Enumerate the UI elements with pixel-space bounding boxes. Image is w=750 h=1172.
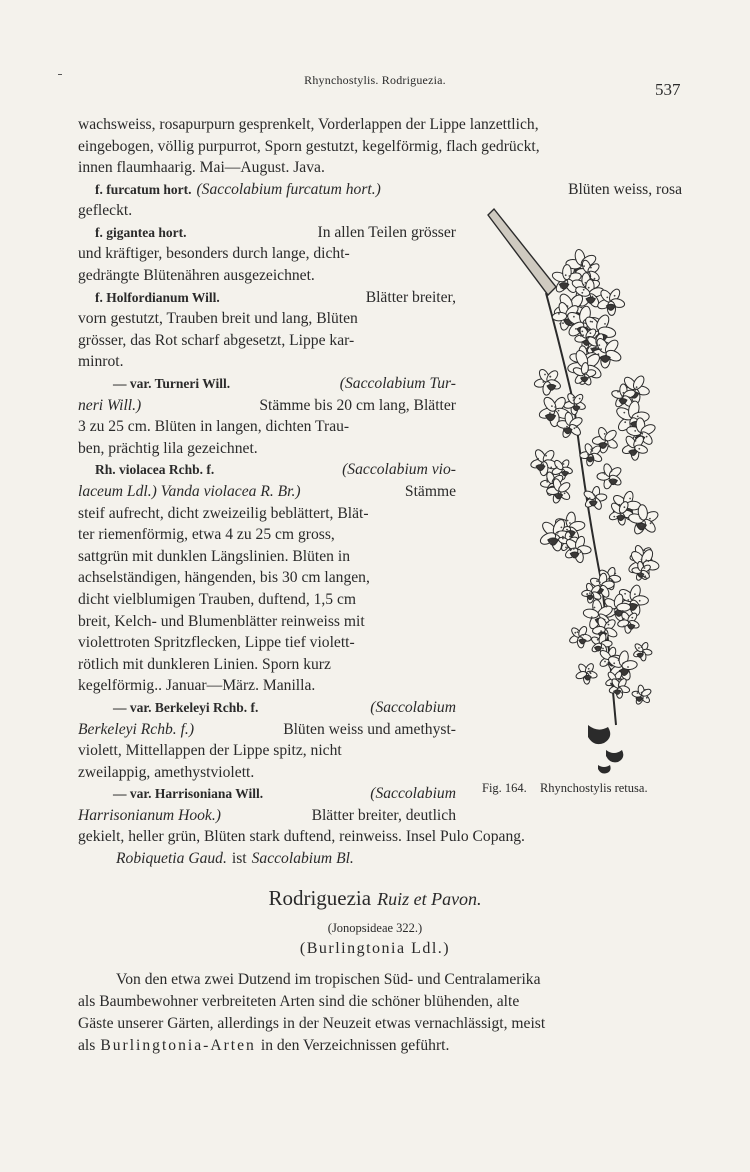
synonym-text: (Saccolabium vio- [342,461,456,478]
text-line: breit, Kelch- und Blumenblätter reinweiss mit [78,613,365,630]
text-line [78,1036,682,1056]
flower-mark [632,685,652,706]
flower-mark [575,662,598,684]
text-fragment: in den Verzeichnissen geführt. [260,1037,450,1054]
text-line: rötlich mit dunkleren Linien. Sporn kurz [78,656,331,673]
text-line: 3 zu 25 cm. Blüten in langen, dichten Trau- [78,418,350,435]
text-line [113,698,456,718]
section-heading [0,886,750,911]
text-fragment: Stämme [404,483,456,500]
page-number: 537 [655,80,681,99]
text-line: ter riemenförmig, etwa 4 zu 25 cm gross, [78,526,335,543]
text-line [95,223,456,243]
text-line: und kräftiger, besonders durch lange, dicht- [78,245,350,262]
taxon-name: f. furcatum hort. [95,182,192,197]
text-line: violettroten Spritzflecken, Lippe tief violett- [78,634,355,651]
genus-authority: Ruiz et Pavon. [377,889,482,909]
text-line [78,806,456,826]
text-line: dicht vielblumigen Trauben, duftend, 1,5 cm [78,591,357,608]
text-fragment: Blüten weiss, rosa [568,181,682,198]
text-line [113,374,456,394]
genus-name: Burlingtonia-Arten [100,1037,256,1054]
text-line: gedrängte Blütenähren ausgezeichnet. [78,267,315,284]
flower-mark [568,625,591,648]
taxon-name: f. gigantea hort. [95,225,187,240]
taxon-name: Rh. violacea Rchb. f. [95,462,215,477]
text-line [95,460,456,480]
genus-name: Robiquetia Gaud. [116,850,227,867]
text-line: vorn gestutzt, Trauben breit und lang, Blüten [78,310,358,327]
text-line: wachsweiss, rosapurpurn gesprenkelt, Vorderlappen der Lippe lanzettlich, [78,116,539,133]
text-line [95,180,682,200]
text-line [95,288,456,308]
flower-mark [633,641,653,661]
synonym-text: Harrisonianum Hook.) [78,807,221,824]
synonym-text: (Saccolabium [370,785,456,802]
text-line: eingebogen, völlig purpurrot, Sporn gestutzt, kegelförmig, flach gedrückt, [78,138,540,155]
text-fragment: Blüten weiss und amethyst- [283,721,456,738]
text-line: gefleckt. [78,202,133,219]
text-line: als Baumbewohner verbreiteten Arten sind die schöner blühenden, alte [78,993,520,1010]
text-line: steif aufrecht, dicht zweizeilig beblättert, Blät- [78,505,369,522]
text-fragment: Stämme bis 20 cm lang, Blätter [259,397,456,414]
genus-name: Saccolabium Bl. [251,850,354,867]
synonym-text: neri Will.) [78,397,142,414]
text-fragment: Blätter breiter, [365,289,456,306]
text-fragment: als [78,1037,96,1054]
text-line: ben, prächtig lila gezeichnet. [78,440,258,457]
text-line: gekielt, heller grün, Blüten stark duftend, reinweiss. Insel Pulo Copang. [78,828,525,845]
flower-mark [596,287,625,315]
synonym-text: Berkeleyi Rchb. f.) [78,721,195,738]
text-line [78,720,456,740]
genus-synonym: (Burlingtonia Ldl.) [299,940,451,957]
text-line: minrot. [78,353,124,370]
orchid-illustration [478,205,686,775]
text-line [78,396,456,416]
text-line: achselständigen, hängenden, bis 30 cm langen, [78,569,370,586]
taxon-name: — var. Berkeleyi Rchb. f. [113,700,259,715]
text-fragment: Blätter breiter, deutlich [311,807,456,824]
genus-title: Rodriguezia [268,886,372,910]
text-fragment: ist [231,850,247,867]
figure-caption [482,781,648,796]
figure-number: Fig. 164. [482,781,527,795]
flower-mark [534,368,562,396]
text-line: Gäste unserer Gärten, allerdings in der Neuzeit etwas vernachlässigt, meist [78,1015,546,1032]
text-line: grösser, das Rot scharf abgesetzt, Lippe kar- [78,332,355,349]
text-line [113,784,456,804]
text-line: sattgrün mit dunklen Längslinien. Blüten in [78,548,350,565]
synonym-text: (Saccolabium Tur- [339,375,456,392]
text-line: zweilappig, amethystviolett. [78,764,255,781]
text-line [78,482,456,502]
text-line: innen flaumhaarig. Mai—August. Java. [78,159,325,176]
text-line: Von den etwa zwei Dutzend im tropischen Süd- und Centralamerika [116,971,541,988]
running-head: Rhynchostylis. Rodriguezia. [304,73,446,87]
synonym-text: (Saccolabium furcatum hort.) [196,181,381,198]
flower-mark [597,463,623,490]
synonym-text: (Saccolabium [370,699,456,716]
text-line [116,849,720,869]
flower-mark [579,443,603,467]
taxon-name: — var. Turneri Will. [113,376,231,391]
tribe-reference: (Jonopsideae 322.) [327,921,423,935]
text-line: violett, Mittellappen der Lippe spitz, nicht [78,742,342,759]
synonym-text: laceum Ldl.) Vanda violacea R. Br.) [78,483,301,500]
text-line: kegelförmig.. Januar—März. Manilla. [78,677,316,694]
taxon-name: — var. Harrisoniana Will. [113,786,264,801]
figure-title: Rhynchostylis retusa. [539,781,648,795]
flower-mark [564,535,592,563]
text-fragment: In allen Teilen grösser [317,224,456,241]
taxon-name: f. Holfordianum Will. [95,290,220,305]
